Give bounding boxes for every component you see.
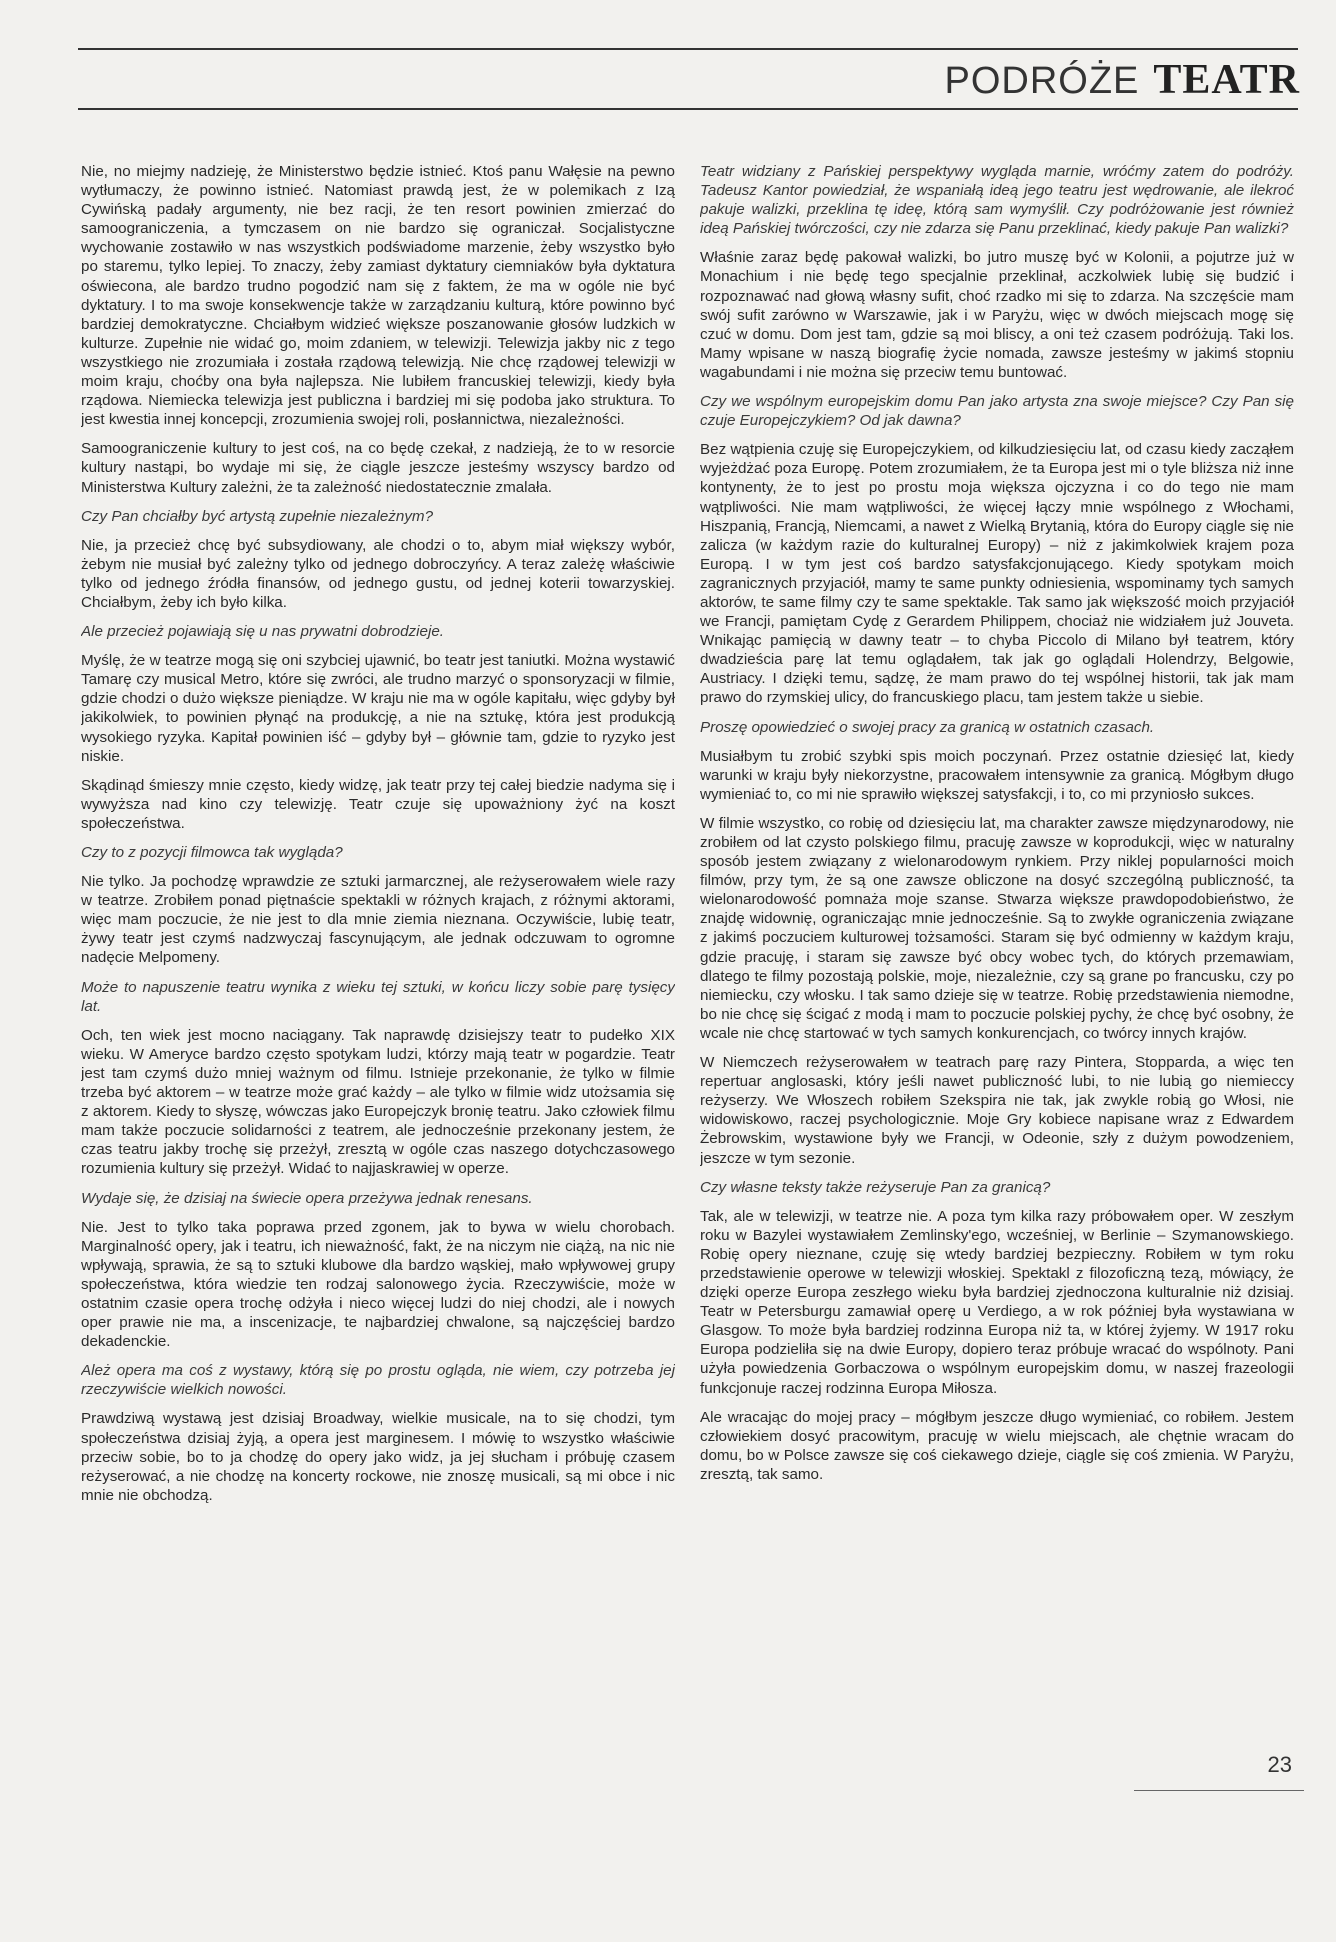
interview-answer: Tak, ale w telewizji, w teatrze nie. A poza tym kilka razy próbowałem oper. W zeszłym roku w Bazylei wystawiałem Zemlinsky'ego, wcześniej, w Berlinie – Szymanowskiego. Robię opery nieznane, czuję się wtedy bardziej bezpieczny. Robiłem w tym roku przedstawienie operowe w telewizji włoskiej. Spektakl z filozoficzną tezą, mówiący, że dzięki operze Europa zeszłego wieku była bardziej zjednoczona kulturalnie niż dzisiaj. Teatr w Petersburgu zamawiał operę u Verdiego, a w rok później była wystawiana w Glasgow. To może była bardziej rodzinna Europa niż ta, w której żyjemy. W 1917 roku Europa podzieliła się na dwie Europy, dopiero teraz próbuje wracać do wspólnoty. Pani użyła powiedzenia Gorbaczowa o wspólnym europejskim domu, w naszej frazeologii funkcjonuje raczej rodzinna Europa Miłosza. (700, 1207, 1294, 1397)
header-rule-bottom (78, 108, 1298, 110)
interview-question: Teatr widziany z Pańskiej perspektywy wygląda marnie, wróćmy zatem do podróży. Tadeusz Kantor powiedział, że wspaniałą ideą jego teatru jest wędrowanie, ale ilekroć pakuje walizki, przeklina tę ideę, którą sam wymyślił. Czy podróżowanie jest również ideą Pańskiej twórczości, czy nie zdarza się Panu przeklinać, kiedy pakuje Pan walizki? (700, 163, 1294, 238)
interview-answer: Och, ten wiek jest mocno naciągany. Tak naprawdę dzisiejszy teatr to pudełko XIX wieku. W Ameryce bardzo często spotykam ludzi, którzy mają teatr w pogardzie. Teatr jest tam czymś dużo mniej ważnym od filmu. Istnieje przekonanie, że tylko w filmie trzeba być aktorem – w teatrze może grać każdy – ale tylko w filmie widz utożsamia się z aktorem. Kiedy to słyszę, wówczas jako Europejczyk bronię teatru. Jako człowiek filmu mam także poczucie solidarności z teatrem, ale jednocześnie przekonany jestem, że czas teatru jakby trochę się przeżył, zresztą w ogóle czas naszego dotychczasowego rozumienia kultury się przeżył. Widać to najjaskrawiej w operze. (81, 1026, 675, 1178)
interview-answer: Nie. Jest to tylko taka poprawa przed zgonem, jak to bywa w wielu chorobach. Marginalność opery, jak i teatru, ich nieważność, fakt, że na niczym nie ciążą, na nic nie wpływają, sprawia, że są to sztuki klubowe dla bardzo wąskiej, mało wpływowej grupy społeczeństwa, która wiedzie ten rodzaj salonowego życia. Rzeczywiście, może w ostatnim czasie opera trochę odżyła i nieco więcej ludzi do niej chodzi, ale i nowych oper prawie nie ma, a inscenizacje, te najbardziej chwalone, są najczęściej bardzo dekadenckie. (81, 1218, 675, 1351)
header-rule-top (78, 48, 1298, 50)
interview-answer: Prawdziwą wystawą jest dzisiaj Broadway, wielkie musicale, na to się chodzi, tym społeczeństwa dzisiaj żyją, a opera jest marginesem. I mówię to wszystko właściwie przeciw sobie, bo to ja chodzę do opery jako widz, ja jej słucham i próbuję czasem reżyserować, a nie chodzę na koncerty rockowe, nie znoszę musicali, są mi obce i nic mnie nie obchodzą. (81, 1410, 675, 1504)
interview-answer: Myślę, że w teatrze mogą się oni szybciej ujawnić, bo teatr jest taniutki. Można wystawić Tamarę czy musical Metro, które się zwróci, ale trudno marzyć o sponsoryzacji w filmie, gdzie chodzi o dużo większe pieniądze. W kraju nie ma w ogóle kapitału, więc gdyby był jakikolwiek, to powinien płynąć na produkcję, a nie na sztukę, która jest produkcją wysokiego ryzyka. Kapitał powinien iść – gdyby był – głównie tam, gdzie to ryzyko jest niskie. (81, 652, 675, 765)
section-label-bold: TEATR (1153, 57, 1300, 103)
interview-answer: Musiałbym tu zrobić szybki spis moich poczynań. Przez ostatnie dziesięć lat, kiedy warunki w kraju były niekorzystne, pracowałem intensywnie za granicą. Mógłbym długo wymieniać to, co mi nie sprawiło większej satysfakcji, i to, co mi przyniosło sukces. (700, 747, 1294, 803)
interview-answer: Bez wątpienia czuję się Europejczykiem, od kilkudziesięciu lat, od czasu kiedy zacząłem wyjeżdżać poza Europę. Potem zrozumiałem, że ta Europa jest mi o tyle bliższa niż inne kontynenty, że to jest po prostu moja większa ojczyzna i co do tego nie mam wątpliwości. Nie mam wątpliwości, że więcej łączy mnie wspólnego z Włochami, Hiszpanią, Francją, Niemcami, a nawet z Wielką Brytanią, która do Europy ciągle się nie zalicza (w każdym razie do kulturalnej Europy) – niż z jakimkolwiek krajem poza Europą. I w tym jest coś bardzo satysfakcjonującego. Kiedy spotykam moich zagranicznych przyjaciół, mamy te same punkty odniesienia, wspominamy tych samych aktorów, te same filmy czy te same spektakle. Tak samo jak większość moich przyjaciół we Francji, pamiętam Cydę z Gerardem Philippem, chociaż nie widziałem już Jouveta. Wnikając pamięcią w dawny teatr – to chyba Piccolo di Milano był teatrem, który dwadzieścia parę lat temu oglądałem, tak jak go oglądali Holendrzy, Belgowie, Austriacy. I dzięki temu, sądzę, że mam prawo do tej wspólnej historii, tak jak mam prawo do rzymskiej ulicy, do francuskiego placu, tam jestem także u siebie. (700, 441, 1294, 707)
interview-question: Czy własne teksty także reżyseruje Pan za granicą? (700, 1178, 1051, 1196)
section-label: PODRÓŻE (944, 60, 1140, 102)
left-column (81, 162, 675, 1758)
interview-question: Czy Pan chciałby być artystą zupełnie niezależnym? (81, 507, 434, 525)
footer-rule (1134, 1790, 1304, 1791)
section-header (945, 56, 1301, 106)
interview-question: Ale przecież pojawiają się u nas prywatni dobrodzieje. (81, 623, 445, 641)
interview-answer: Samoograniczenie kultury to jest coś, na co będę czekał, z nadzieją, że to w resorcie kultury nastąpi, bo wydaje mi się, że ciągle jeszcze jesteśmy wszyscy bardzo od Ministerstwa Kultury zależni, że ta zależność niedostatecznie zmalała. (81, 440, 675, 496)
page-number: 23 (1267, 1752, 1292, 1777)
interview-question: Czy to z pozycji filmowca tak wygląda? (81, 844, 343, 861)
interview-answer: Nie tylko. Ja pochodzę wprawdzie ze sztuki jarmarcznej, ale reżyserowałem wiele razy w teatrze. Zrobiłem ponad piętnaście spektakli w różnych krajach, z różnymi aktorami, więc mam poczucie, że nie jest to dla mnie ziemia nieznana. Oczywiście, lubię teatr, żywy teatr jest czymś nadzwyczaj fascynującym, ale jednak odczuwam to ogromne nadęcie Melpomeny. (81, 873, 675, 967)
interview-answer: W Niemczech reżyserowałem w teatrach parę razy Pintera, Stopparda, a więc ten repertuar anglosaski, który jeśli nawet publiczność lubi, to nie lubią go niemieccy reżyserzy. We Włoszech robiłem Szekspira nie tak, jak zwykle robią go Włosi, nie widowiskowo, raczej psychologicznie. Moje Gry kobiece napisane wraz z Edwardem Żebrowskim, wystawione były we Francji, w Odeonie, szły z dużym powodzeniem, jeszcze w tym sezonie. (700, 1054, 1294, 1167)
interview-question: Ależ opera ma coś z wystawy, którą się po prostu ogląda, nie wiem, czy potrzeba jej rzeczywiście wielkich nowości. (81, 1362, 675, 1399)
interview-question: Może to napuszenie teatru wynika z wieku tej sztuki, w końcu liczy sobie parę tysięcy lat. (81, 978, 675, 1015)
interview-answer: Nie, ja przecież chcę być subsydiowany, ale chodzi o to, abym miał większy wybór, żebym nie musiał być zależny tylko od jednego dobroczyńcy. A teraz zależę właściwie tylko od jednego źródła finansów, od jednego gustu, od jednej koterii towarzyskiej. Chciałbym, żeby ich było kilka. (81, 536, 675, 611)
interview-answer: Skądinąd śmieszy mnie często, kiedy widzę, jak teatr przy tej całej biedzie nadyma się i wywyższa nad kino czy telewizję. Teatr czuje się upoważniony żyć na koszt społeczeństwa. (81, 776, 675, 832)
interview-answer: Właśnie zaraz będę pakował walizki, bo jutro muszę być w Kolonii, a pojutrze już w Monachium i nie będę tego specjalnie przeklinał, aczkolwiek lubię się budzić i rozpoznawać nad głową własny sufit, choć rzadko mi się to zdarza. Na szczęście mam swój sufit zarówno w Warszawie, jak i w Paryżu, więc w dwóch miejscach mogę się czuć w domu. Dom jest tam, gdzie są moi bliscy, a oni też czasem podróżują. Taki los. Mamy wpisane w naszą biografię życie nomada, zawsze jesteśmy w jakimś stopniu wagabundami i nie można się przeciw temu buntować. (700, 249, 1294, 381)
interview-answer: Ale wracając do mojej pracy – mógłbym jeszcze długo wymieniać, co robiłem. Jestem człowiekiem dosyć pracowitym, pracuję w wielu miejscach, ale chętnie wracam do domu, bo w Polsce zawsze się coś ciekawego dzieje, ciągle się coś zmienia. W Paryżu, zresztą, tak samo. (700, 1408, 1294, 1483)
interview-answer: W filmie wszystko, co robię od dziesięciu lat, ma charakter zawsze międzynarodowy, nie zrobiłem od lat czysto polskiego filmu, pracuję zawsze w koprodukcji, więc w naturalny sposób jestem związany z wielonarodowym rynkiem. Przy niklej popularności moich filmów, przy tym, że są one zawsze obliczone na dosyć szczególną publiczność, ta wielonarodowość pomnaża moje szanse. Stwarza większe prawdopodobieństwo, że znajdę widownię, ograniczając mnie jednocześnie. Są to zwykłe ograniczenia związane z jakimś poczuciem kulturowej tożsamości. Staram się być odmienny w każdym kraju, gdzie pracuję, i staram się zawsze być obcy wobec tych, do których przemawiam, dlatego te filmy pozostają polskie, moje, niezależnie, czy są grane po francusku, czy po niemiecku, czy włosku. I tak samo dzieje się w teatrze. Robię przedstawienia niemodne, bo nie chcę się ścigać z modą i mam to poczucie polskiej pychy, że chcę być osobny, że wcale nie chcę startować w tych samych konkurencjach, co twórcy innych krajów. (700, 814, 1294, 1042)
interview-question: Czy we wspólnym europejskim domu Pan jako artysta zna swoje miejsce? Czy Pan się czuje Europejczykiem? Od jak dawna? (700, 393, 1294, 430)
right-column (700, 162, 1294, 1758)
interview-question: Wydaje się, że dzisiaj na świecie opera przeżywa jednak renesans. (81, 1189, 533, 1207)
interview-answer: Nie, no miejmy nadzieję, że Ministerstwo będzie istnieć. Ktoś panu Wałęsie na pewno wytłumaczy, że powinno istnieć. Natomiast prawdą jest, że w polemikach z Izą Cywińską padały argumenty, nie bez racji, że ten resort powinien zmierzać do samoograniczenia, a tymczasem on nie bardzo się ograniczał. Socjalistyczne wychowanie zostawiło w nas wszystkich podświadome marzenie, żeby wszystko było po staremu, tylko lepiej. To znaczy, żeby zamiast dyktatury ciemniaków była dyktatura oświecona, ale bardzo trudno pogodzić nam się z faktem, że ma w ogóle nie być dyktatury. I to ma swoje konsekwencje także w zarządzaniu kulturą, które powinno być bardziej demokratyczne. Chciałbym widzieć większe poszanowanie głosów ludzkich w kulturze. Zupełnie nie widać go, moim zdaniem, w telewizji. Telewizja jakby nic z tego wszystkiego nie zrozumiała i została rządową telewizją. Nie chcę rządowej telewizji w moim kraju, choćby ona była najlepsza. Nie lubiłem francuskiej telewizji, kiedy była rządowa. Niemiecka telewizja jest publiczna i bardziej mi się podoba jako struktura. To jest kwestia innej koncepcji, zrozumienia swojej roli, posłannictwa, niezależności. (81, 163, 675, 429)
interview-question: Proszę opowiedzieć o swojej pracy za granicą w ostatnich czasach. (700, 718, 1155, 736)
